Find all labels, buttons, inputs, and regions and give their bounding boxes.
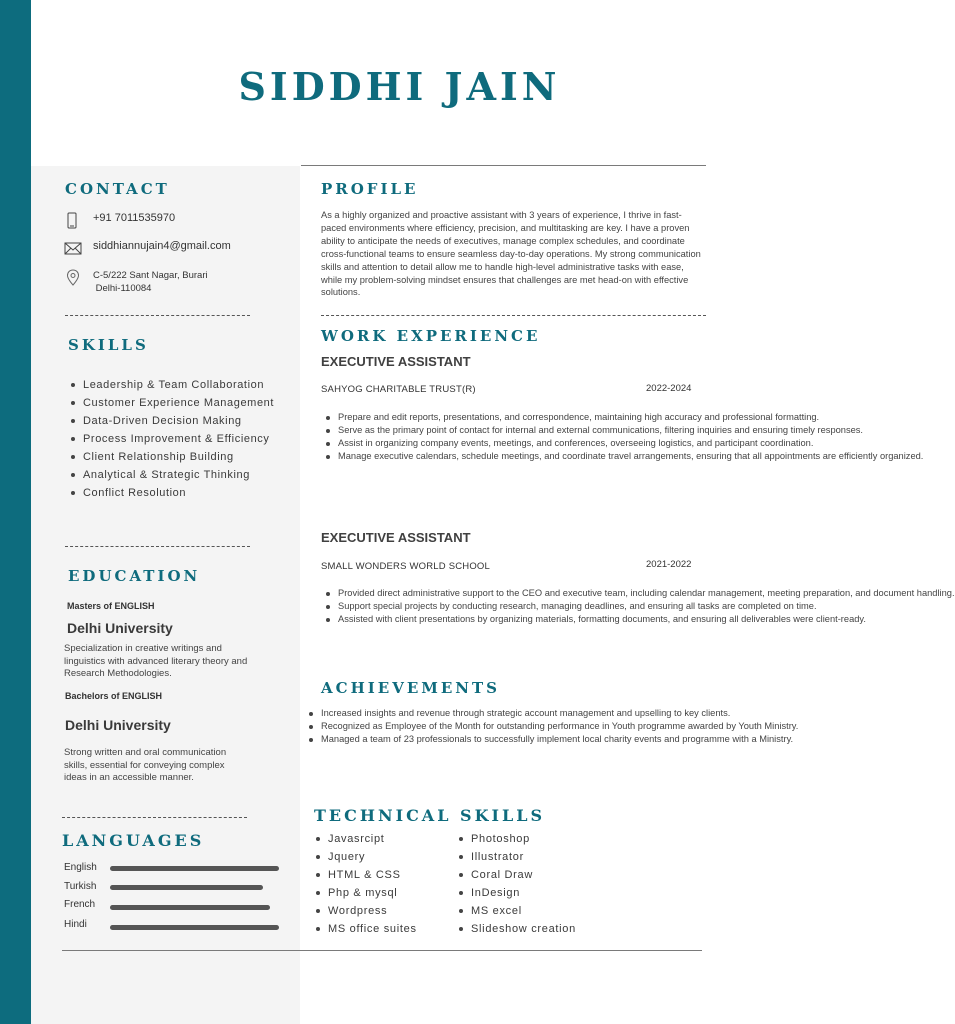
job-duty: Support special projects by conducting research, managing deadlines, and ensuring all tasks are completed on time. (324, 600, 704, 613)
technical-skill-item: MS excel (457, 902, 576, 920)
technical-skill-item: Illustrator (457, 848, 576, 866)
skill-item: Client Relationship Building (69, 448, 274, 466)
education-divider (62, 817, 247, 818)
skill-item: Conflict Resolution (69, 484, 274, 502)
location-pin-icon (64, 269, 82, 287)
skill-item: Process Improvement & Efficiency (69, 430, 274, 448)
envelope-icon (64, 240, 82, 258)
language-level-bar (110, 925, 279, 930)
phone-icon (64, 212, 82, 230)
technical-skills-heading: TECHNICAL SKILLS (314, 806, 546, 825)
technical-skill-item: Jquery (314, 848, 417, 866)
technical-skill-item: InDesign (457, 884, 576, 902)
skills-list (69, 376, 274, 502)
language-level-bar (110, 905, 270, 910)
language-level-bar (110, 885, 263, 890)
technical-skill-item: Javasrcipt (314, 830, 417, 848)
education-university: Delhi University (67, 620, 173, 636)
left-sidebar-panel (31, 166, 300, 1024)
skill-item: Analytical & Strategic Thinking (69, 466, 274, 484)
technical-skill-item: Photoshop (457, 830, 576, 848)
contact-heading: CONTACT (65, 180, 170, 198)
education-university: Delhi University (65, 717, 171, 733)
contact-divider (65, 315, 250, 316)
language-name: Turkish (64, 881, 97, 892)
job-years: 2021-2022 (646, 559, 692, 570)
education-heading: EDUCATION (68, 567, 201, 585)
language-name: Hindi (64, 919, 87, 930)
technical-skill-item: HTML & CSS (314, 866, 417, 884)
achievements-list (307, 707, 799, 746)
work-experience-heading: WORK EXPERIENCE (321, 327, 541, 345)
job-duty: Serve as the primary point of contact for internal and external communications, filtering inquiries and ensuring timely responses. (324, 424, 704, 437)
address-line-1: C-5/222 Sant Nagar, Burari (93, 270, 208, 281)
language-level-bar (110, 866, 279, 871)
header-divider (301, 165, 706, 166)
achievement-item: Recognized as Employee of the Month for outstanding performance in Youth programme awarded by Youth Ministry. (307, 720, 692, 733)
skills-heading: SKILLS (68, 336, 149, 354)
technical-skill-item: Php & mysql (314, 884, 417, 902)
technical-skill-item: MS office suites (314, 920, 417, 938)
technical-skills-column-2 (457, 830, 576, 938)
job-duties-list (324, 587, 955, 626)
education-description: Strong written and oral communication skills, essential for conveying complex ideas in an accessible manner. (64, 747, 227, 783)
address-line-2: Delhi-110084 (93, 283, 152, 294)
profile-summary: As a highly organized and proactive assistant with 3 years of experience, I thrive in fast-paced environments where efficiency, precision, and multitasking are key. I have a proven ability to anticipate the needs of executives, manage complex schedules, and coordinate cross-functional teams to ensure seamless day-to-day operations. My strong communication skills and attention to detail allow me to handle high-level administrative tasks with ease, while my problem-solving mindset ensures that challenges are met head-on with effective solutions. (321, 210, 701, 298)
languages-heading: LANGUAGES (62, 831, 205, 850)
footer-divider (62, 950, 702, 951)
job-years: 2022-2024 (646, 383, 692, 394)
job-title: EXECUTIVE ASSISTANT (321, 530, 471, 545)
phone-number: +91 7011535970 (93, 212, 176, 224)
job-duties-list (324, 411, 924, 463)
left-accent-bar (0, 0, 31, 1024)
job-duty: Provided direct administrative support to the CEO and executive team, including calendar management, meeting preparation, and document handling. (324, 587, 704, 600)
profile-divider (321, 315, 706, 316)
achievement-item: Increased insights and revenue through strategic account management and upselling to key clients. (307, 707, 692, 720)
job-title: EXECUTIVE ASSISTANT (321, 354, 471, 369)
education-degree: Masters of ENGLISH (67, 601, 155, 611)
achievement-item: Managed a team of 23 professionals to successfully implement local charity events and programme with a Ministry. (307, 733, 692, 746)
job-organization: SMALL WONDERS WORLD SCHOOL (321, 561, 491, 572)
skills-divider (65, 546, 250, 547)
skill-item: Leadership & Team Collaboration (69, 376, 274, 394)
job-duty: Manage executive calendars, schedule meetings, and coordinate travel arrangements, ensuring that all appointments are efficiently organized. (324, 450, 704, 463)
education-description: Specialization in creative writings and linguistics with advanced literary theory and Research Methodologies. (64, 643, 248, 679)
profile-heading: PROFILE (321, 180, 419, 198)
job-duty: Assisted with client presentations by organizing materials, formatting documents, and ensuring all deliverables were client-ready. (324, 613, 704, 626)
technical-skills-column-1 (314, 830, 417, 938)
job-duty: Assist in organizing company events, meetings, and conferences, overseeing logistics, and participant coordination. (324, 437, 704, 450)
language-name: French (64, 899, 96, 910)
technical-skill-item: Coral Draw (457, 866, 576, 884)
job-organization: SAHYOG CHARITABLE TRUST(R) (321, 384, 476, 395)
skill-item: Customer Experience Management (69, 394, 274, 412)
candidate-name: SIDDHI JAIN (238, 64, 561, 109)
technical-skill-item: Slideshow creation (457, 920, 576, 938)
language-name: English (64, 862, 97, 873)
achievements-heading: ACHIEVEMENTS (321, 679, 501, 697)
technical-skill-item: Wordpress (314, 902, 417, 920)
email-address: siddhiannujain4@gmail.com (93, 240, 231, 252)
skill-item: Data-Driven Decision Making (69, 412, 274, 430)
job-duty: Prepare and edit reports, presentations, and correspondence, maintaining high accuracy and professional formatting. (324, 411, 704, 424)
education-degree: Bachelors of ENGLISH (65, 691, 163, 701)
